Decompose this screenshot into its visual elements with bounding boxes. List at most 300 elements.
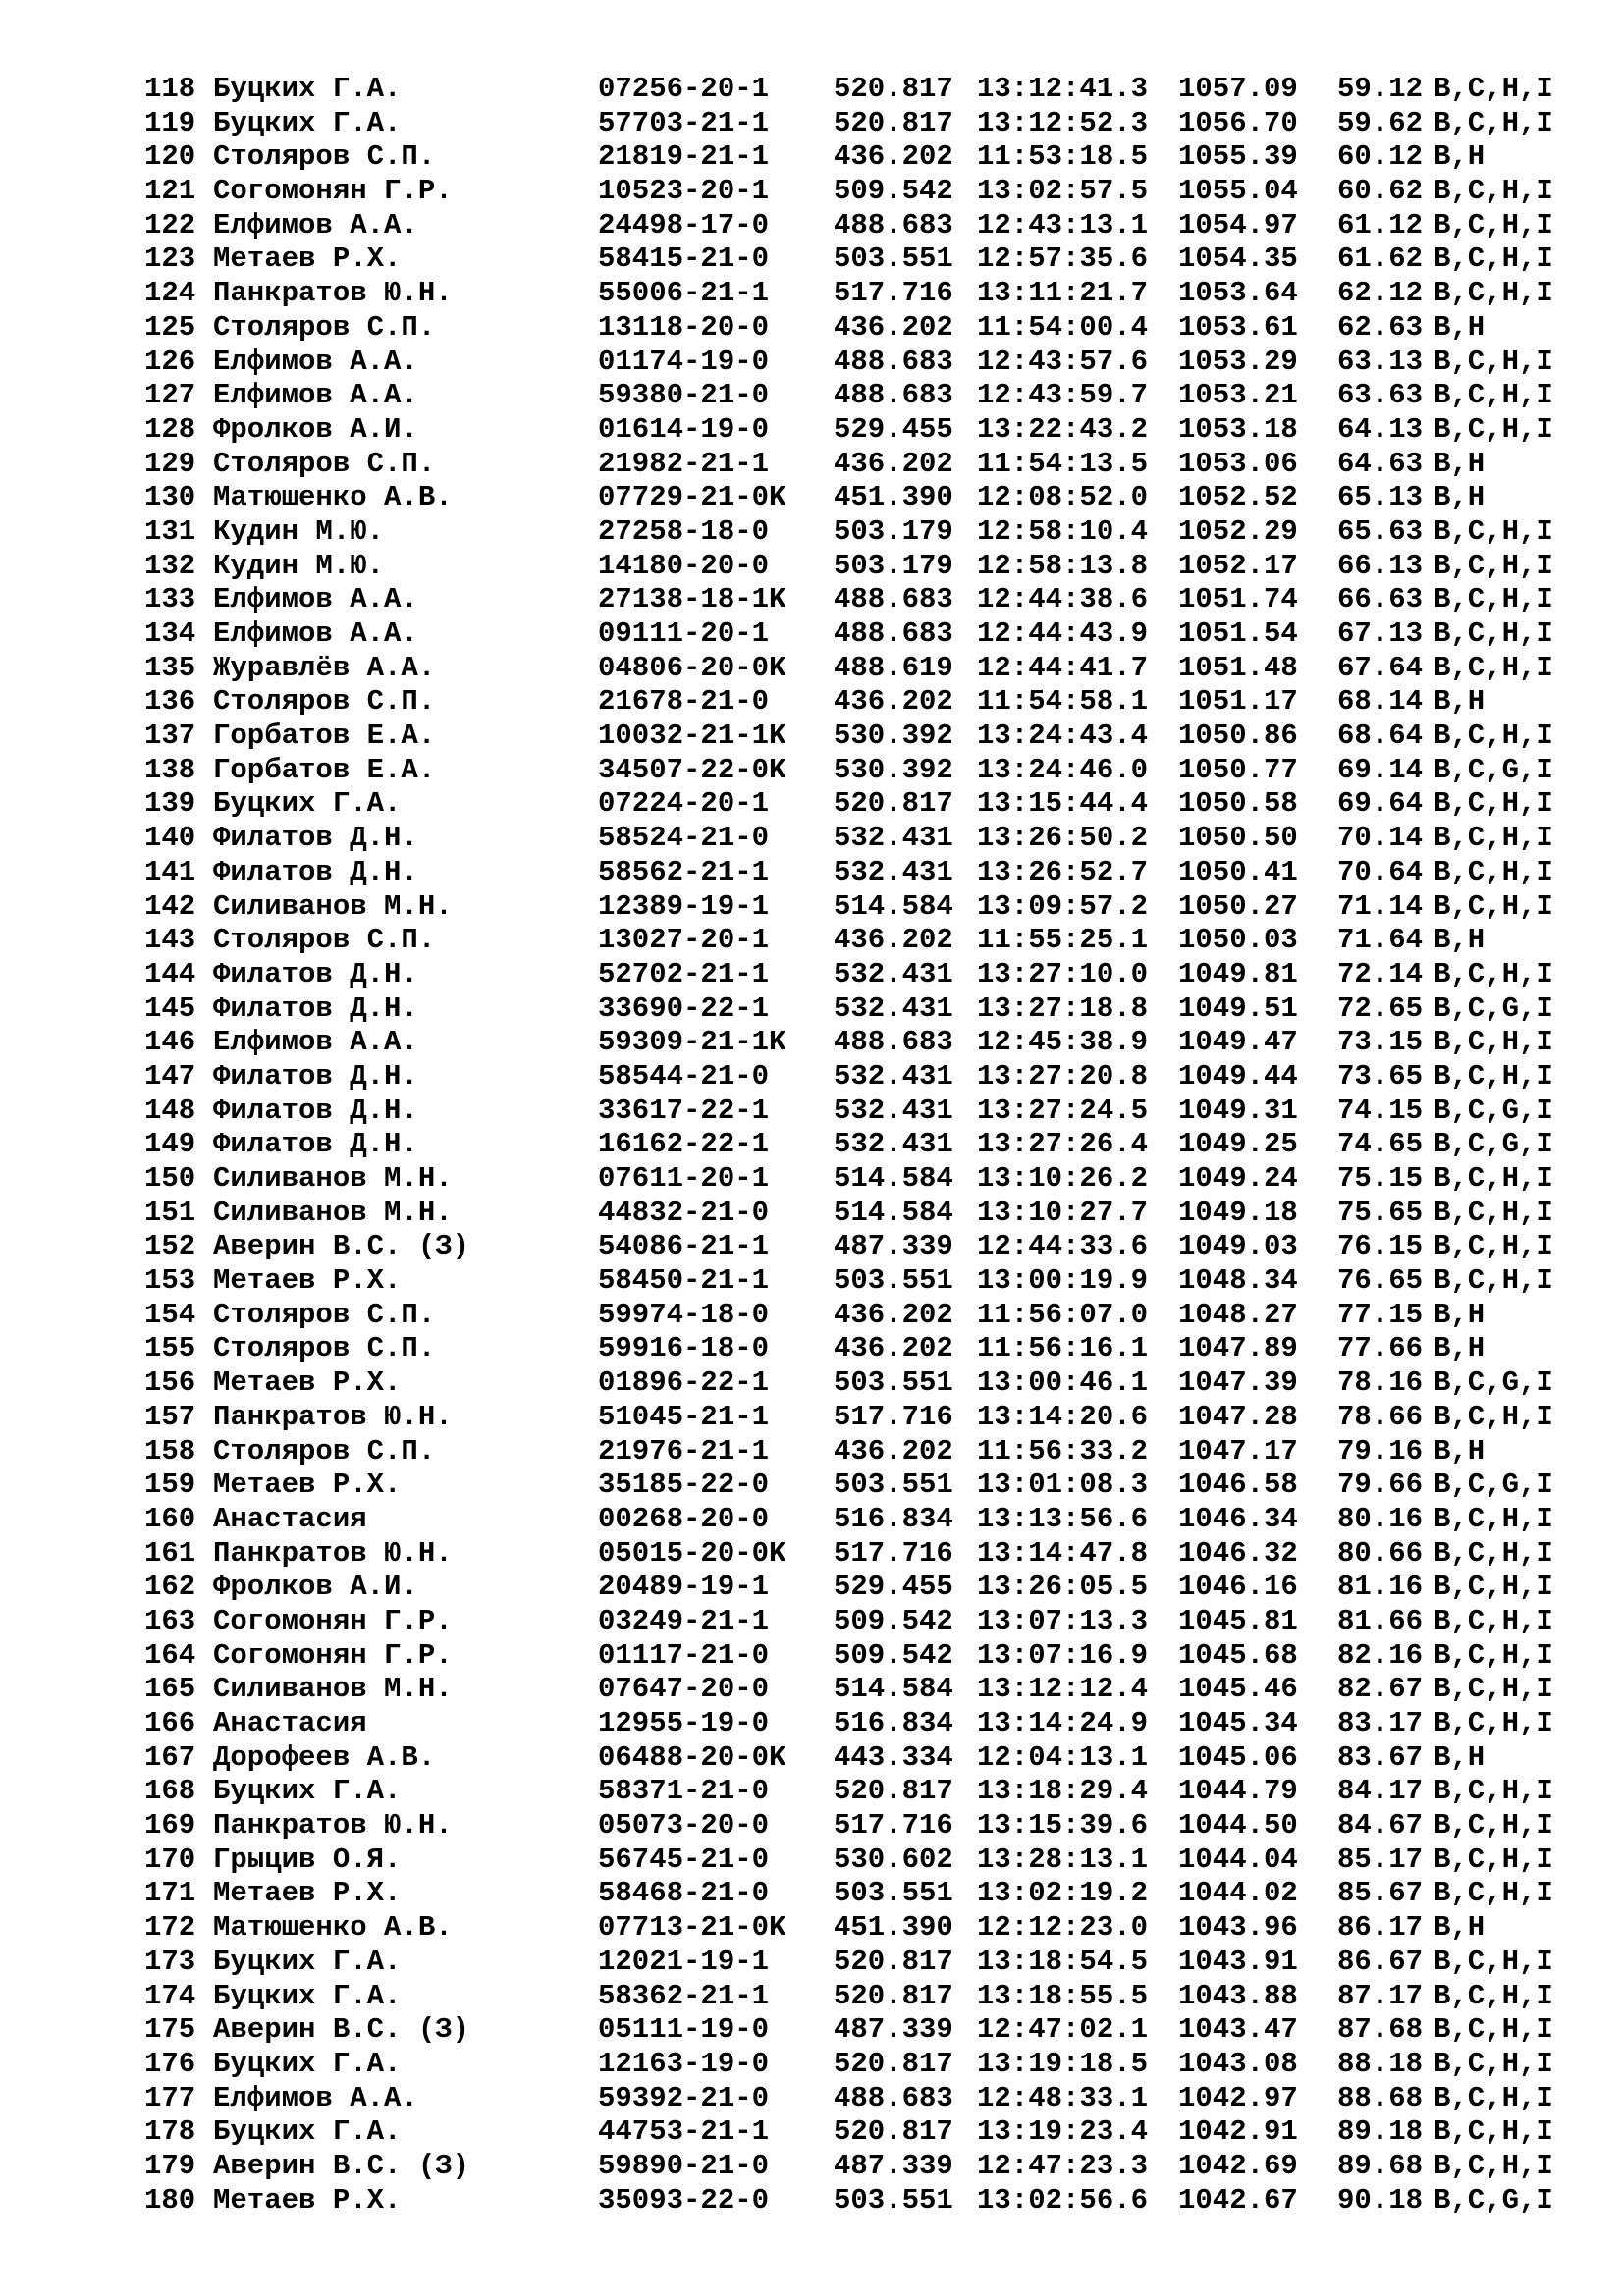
participant-name: Филатов Д.Н. [213, 957, 418, 990]
row-number: 121 [144, 175, 196, 208]
ring-id: 10032-21-1K [598, 720, 786, 753]
categories: B,C,H,I [1434, 822, 1553, 855]
ring-id: 59392-21-0 [598, 2081, 770, 2114]
ring-id: 44753-21-1 [598, 2115, 770, 2149]
ring-id: 04806-20-0K [598, 651, 786, 684]
arrival-time: 13:19:18.5 [977, 2047, 1149, 2080]
distance-km: 516.834 [834, 1502, 953, 1535]
ring-id: 58362-21-1 [598, 1979, 770, 2012]
participant-name: Панкратов Ю.Н. [213, 1400, 453, 1433]
participant-name: Аверин В.С. (З) [213, 2149, 470, 2182]
row-number: 154 [144, 1298, 196, 1331]
arrival-time: 13:18:54.5 [977, 1945, 1149, 1978]
speed-value: 1045.06 [1178, 1740, 1298, 1774]
arrival-time: 13:24:43.4 [977, 720, 1149, 753]
score-value: 81.66 [1337, 1604, 1424, 1637]
score-value: 59.12 [1337, 73, 1424, 105]
distance-km: 517.716 [834, 277, 953, 310]
arrival-time: 13:02:57.5 [977, 175, 1149, 208]
ring-id: 05073-20-0 [598, 1809, 770, 1842]
speed-value: 1047.28 [1178, 1400, 1298, 1433]
speed-value: 1047.39 [1178, 1366, 1298, 1400]
categories: B,C,H,I [1434, 1571, 1553, 1604]
categories: B,C,G,I [1434, 1468, 1553, 1502]
row-number: 177 [144, 2081, 196, 2114]
speed-value: 1044.50 [1178, 1809, 1298, 1842]
participant-name: Буцких Г.А. [213, 787, 402, 821]
speed-value: 1053.18 [1178, 412, 1298, 446]
score-value: 86.67 [1337, 1945, 1424, 1978]
participant-name: Филатов Д.Н. [213, 822, 418, 855]
score-value: 83.17 [1337, 1707, 1424, 1739]
distance-km: 520.817 [834, 2115, 953, 2149]
categories: B,H [1434, 1434, 1486, 1468]
participant-name: Столяров С.П. [213, 310, 436, 344]
distance-km: 436.202 [834, 1332, 953, 1365]
participant-name: Филатов Д.Н. [213, 991, 418, 1025]
row-number: 172 [144, 1911, 196, 1945]
row-number: 131 [144, 514, 196, 548]
distance-km: 529.455 [834, 412, 953, 446]
categories: B,C,H,I [1434, 2149, 1553, 2182]
arrival-time: 11:56:16.1 [977, 1332, 1149, 1365]
score-value: 61.62 [1337, 242, 1424, 276]
participant-name: Филатов Д.Н. [213, 1128, 418, 1161]
arrival-time: 11:56:07.0 [977, 1298, 1149, 1331]
categories: B,C,H,I [1434, 1877, 1553, 1910]
score-value: 83.67 [1337, 1740, 1424, 1774]
speed-value: 1048.34 [1178, 1264, 1298, 1298]
distance-km: 514.584 [834, 1673, 953, 1706]
score-value: 89.68 [1337, 2149, 1424, 2182]
row-number: 158 [144, 1434, 196, 1468]
categories: B,C,H,I [1434, 855, 1553, 888]
categories: B,C,H,I [1434, 1264, 1553, 1298]
arrival-time: 13:18:29.4 [977, 1775, 1149, 1808]
distance-km: 443.334 [834, 1740, 953, 1774]
ring-id: 12955-19-0 [598, 1707, 770, 1739]
score-value: 67.64 [1337, 651, 1424, 684]
row-number: 144 [144, 957, 196, 990]
ring-id: 59916-18-0 [598, 1332, 770, 1365]
arrival-time: 13:07:13.3 [977, 1604, 1149, 1637]
speed-value: 1049.44 [1178, 1059, 1298, 1093]
categories: B,C,H,I [1434, 1707, 1553, 1739]
arrival-time: 12:45:38.9 [977, 1026, 1149, 1059]
row-number: 138 [144, 753, 196, 786]
arrival-time: 11:56:33.2 [977, 1434, 1149, 1468]
score-value: 65.63 [1337, 514, 1424, 548]
arrival-time: 11:53:18.5 [977, 140, 1149, 174]
participant-name: Кудин М.Ю. [213, 514, 385, 548]
speed-value: 1042.69 [1178, 2149, 1298, 2182]
participant-name: Столяров С.П. [213, 1434, 436, 1468]
speed-value: 1043.96 [1178, 1911, 1298, 1945]
arrival-time: 12:48:33.1 [977, 2081, 1149, 2114]
speed-value: 1045.68 [1178, 1638, 1298, 1672]
participant-name: Столяров С.П. [213, 1332, 436, 1365]
score-value: 60.12 [1337, 140, 1424, 174]
row-number: 171 [144, 1877, 196, 1910]
categories: B,C,H,I [1434, 1400, 1553, 1433]
score-value: 63.63 [1337, 379, 1424, 412]
distance-km: 530.392 [834, 720, 953, 753]
row-number: 174 [144, 1979, 196, 2012]
row-number: 147 [144, 1059, 196, 1093]
arrival-time: 13:27:18.8 [977, 991, 1149, 1025]
categories: B,C,H,I [1434, 651, 1553, 684]
categories: B,C,H,I [1434, 412, 1553, 446]
row-number: 120 [144, 140, 196, 174]
ring-id: 13118-20-0 [598, 310, 770, 344]
arrival-time: 13:19:23.4 [977, 2115, 1149, 2149]
arrival-time: 12:47:02.1 [977, 2013, 1149, 2047]
categories: B,C,G,I [1434, 991, 1553, 1025]
arrival-time: 12:12:23.0 [977, 1911, 1149, 1945]
ring-id: 34507-22-0K [598, 753, 786, 786]
ring-id: 21678-21-0 [598, 685, 770, 719]
categories: B,C,H,I [1434, 1842, 1553, 1876]
row-number: 133 [144, 583, 196, 616]
arrival-time: 13:14:24.9 [977, 1707, 1149, 1739]
participant-name: Матюшенко А.В. [213, 481, 453, 514]
row-number: 155 [144, 1332, 196, 1365]
distance-km: 451.390 [834, 481, 953, 514]
row-number: 119 [144, 106, 196, 139]
distance-km: 532.431 [834, 1059, 953, 1093]
categories: B,C,H,I [1434, 1536, 1553, 1570]
score-value: 79.66 [1337, 1468, 1424, 1502]
score-value: 82.16 [1337, 1638, 1424, 1672]
arrival-time: 12:44:43.9 [977, 617, 1149, 650]
score-value: 87.17 [1337, 1979, 1424, 2012]
participant-name: Столяров С.П. [213, 1298, 436, 1331]
ring-id: 27138-18-1K [598, 583, 786, 616]
distance-km: 487.339 [834, 2149, 953, 2182]
arrival-time: 13:00:46.1 [977, 1366, 1149, 1400]
row-number: 136 [144, 685, 196, 719]
speed-value: 1049.31 [1178, 1094, 1298, 1127]
score-value: 85.67 [1337, 1877, 1424, 1910]
arrival-time: 12:04:13.1 [977, 1740, 1149, 1774]
participant-name: Буцких Г.А. [213, 1945, 402, 1978]
distance-km: 532.431 [834, 957, 953, 990]
participant-name: Буцких Г.А. [213, 2047, 402, 2080]
categories: B,C,G,I [1434, 2183, 1553, 2216]
ring-id: 27258-18-0 [598, 514, 770, 548]
ring-id: 07729-21-0K [598, 481, 786, 514]
score-value: 59.62 [1337, 106, 1424, 139]
distance-km: 520.817 [834, 2047, 953, 2080]
distance-km: 488.683 [834, 583, 953, 616]
participant-name: Метаев Р.Х. [213, 1264, 402, 1298]
ring-id: 01614-19-0 [598, 412, 770, 446]
distance-km: 436.202 [834, 140, 953, 174]
ring-id: 51045-21-1 [598, 1400, 770, 1433]
row-number: 137 [144, 720, 196, 753]
speed-value: 1042.67 [1178, 2183, 1298, 2216]
participant-name: Силиванов М.Н. [213, 889, 453, 923]
ring-id: 59380-21-0 [598, 379, 770, 412]
categories: B,C,H,I [1434, 277, 1553, 310]
speed-value: 1045.81 [1178, 1604, 1298, 1637]
speed-value: 1046.58 [1178, 1468, 1298, 1502]
row-number: 160 [144, 1502, 196, 1535]
row-number: 118 [144, 73, 196, 105]
ring-id: 05015-20-0K [598, 1536, 786, 1570]
distance-km: 488.683 [834, 1026, 953, 1059]
speed-value: 1049.51 [1178, 991, 1298, 1025]
participant-name: Буцких Г.А. [213, 2115, 402, 2149]
score-value: 74.65 [1337, 1128, 1424, 1161]
distance-km: 532.431 [834, 1094, 953, 1127]
arrival-time: 13:02:56.6 [977, 2183, 1149, 2216]
categories: B,C,H,I [1434, 345, 1553, 378]
row-number: 134 [144, 617, 196, 650]
arrival-time: 12:44:41.7 [977, 651, 1149, 684]
ring-id: 12163-19-0 [598, 2047, 770, 2080]
distance-km: 487.339 [834, 1230, 953, 1263]
ring-id: 21982-21-1 [598, 447, 770, 480]
ring-id: 57703-21-1 [598, 106, 770, 139]
participant-name: Анастасия [213, 1707, 367, 1739]
arrival-time: 13:26:05.5 [977, 1571, 1149, 1604]
speed-value: 1053.29 [1178, 345, 1298, 378]
arrival-time: 13:00:19.9 [977, 1264, 1149, 1298]
ring-id: 56745-21-0 [598, 1842, 770, 1876]
speed-value: 1043.91 [1178, 1945, 1298, 1978]
participant-name: Согомонян Г.Р. [213, 175, 453, 208]
ring-id: 03249-21-1 [598, 1604, 770, 1637]
row-number: 123 [144, 242, 196, 276]
score-value: 65.13 [1337, 481, 1424, 514]
score-value: 78.66 [1337, 1400, 1424, 1433]
categories: B,C,H,I [1434, 1502, 1553, 1535]
distance-km: 503.179 [834, 514, 953, 548]
participant-name: Панкратов Ю.Н. [213, 1536, 453, 1570]
ring-id: 16162-22-1 [598, 1128, 770, 1161]
distance-km: 488.683 [834, 379, 953, 412]
categories: B,C,G,I [1434, 1128, 1553, 1161]
categories: B,C,H,I [1434, 787, 1553, 821]
score-value: 67.13 [1337, 617, 1424, 650]
ring-id: 52702-21-1 [598, 957, 770, 990]
arrival-time: 13:02:19.2 [977, 1877, 1149, 1910]
categories: B,C,G,I [1434, 1094, 1553, 1127]
arrival-time: 13:24:46.0 [977, 753, 1149, 786]
arrival-time: 12:08:52.0 [977, 481, 1149, 514]
ring-id: 01117-21-0 [598, 1638, 770, 1672]
ring-id: 07224-20-1 [598, 787, 770, 821]
score-value: 88.18 [1337, 2047, 1424, 2080]
participant-name: Елфимов А.А. [213, 208, 418, 241]
row-number: 170 [144, 1842, 196, 1876]
row-number: 168 [144, 1775, 196, 1808]
participant-name: Горбатов Е.А. [213, 720, 436, 753]
participant-name: Столяров С.П. [213, 685, 436, 719]
score-value: 89.18 [1337, 2115, 1424, 2149]
speed-value: 1046.34 [1178, 1502, 1298, 1535]
score-value: 72.65 [1337, 991, 1424, 1025]
score-value: 60.62 [1337, 175, 1424, 208]
ring-id: 58468-21-0 [598, 1877, 770, 1910]
distance-km: 520.817 [834, 73, 953, 105]
arrival-time: 12:58:10.4 [977, 514, 1149, 548]
score-value: 80.16 [1337, 1502, 1424, 1535]
arrival-time: 13:09:57.2 [977, 889, 1149, 923]
distance-km: 436.202 [834, 310, 953, 344]
participant-name: Кудин М.Ю. [213, 549, 385, 582]
categories: B,C,H,I [1434, 1196, 1553, 1229]
score-value: 90.18 [1337, 2183, 1424, 2216]
speed-value: 1044.79 [1178, 1775, 1298, 1808]
distance-km: 436.202 [834, 447, 953, 480]
distance-km: 532.431 [834, 991, 953, 1025]
speed-value: 1056.70 [1178, 106, 1298, 139]
row-number: 130 [144, 481, 196, 514]
row-number: 162 [144, 1571, 196, 1604]
categories: B,C,G,I [1434, 753, 1553, 786]
row-number: 166 [144, 1707, 196, 1739]
arrival-time: 13:10:26.2 [977, 1162, 1149, 1195]
participant-name: Анастасия [213, 1502, 367, 1535]
row-number: 152 [144, 1230, 196, 1263]
participant-name: Буцких Г.А. [213, 1775, 402, 1808]
score-value: 76.15 [1337, 1230, 1424, 1263]
ring-id: 35093-22-0 [598, 2183, 770, 2216]
categories: B,C,H,I [1434, 73, 1553, 105]
score-value: 87.68 [1337, 2013, 1424, 2047]
participant-name: Метаев Р.Х. [213, 1468, 402, 1502]
ring-id: 14180-20-0 [598, 549, 770, 582]
speed-value: 1042.91 [1178, 2115, 1298, 2149]
participant-name: Елфимов А.А. [213, 2081, 418, 2114]
arrival-time: 13:15:44.4 [977, 787, 1149, 821]
distance-km: 509.542 [834, 1604, 953, 1637]
arrival-time: 13:13:56.6 [977, 1502, 1149, 1535]
score-value: 75.15 [1337, 1162, 1424, 1195]
speed-value: 1046.16 [1178, 1571, 1298, 1604]
participant-name: Фролков А.И. [213, 1571, 418, 1604]
ring-id: 21976-21-1 [598, 1434, 770, 1468]
participant-name: Грыцив О.Я. [213, 1842, 402, 1876]
arrival-time: 12:44:38.6 [977, 583, 1149, 616]
categories: B,H [1434, 310, 1486, 344]
row-number: 128 [144, 412, 196, 446]
ring-id: 58524-21-0 [598, 822, 770, 855]
row-number: 129 [144, 447, 196, 480]
participant-name: Филатов Д.Н. [213, 1094, 418, 1127]
score-value: 74.15 [1337, 1094, 1424, 1127]
row-number: 169 [144, 1809, 196, 1842]
distance-km: 503.551 [834, 242, 953, 276]
speed-value: 1050.41 [1178, 855, 1298, 888]
speed-value: 1053.64 [1178, 277, 1298, 310]
row-number: 125 [144, 310, 196, 344]
row-number: 161 [144, 1536, 196, 1570]
participant-name: Елфимов А.А. [213, 345, 418, 378]
distance-km: 436.202 [834, 924, 953, 957]
speed-value: 1052.52 [1178, 481, 1298, 514]
row-number: 139 [144, 787, 196, 821]
ring-id: 12389-19-1 [598, 889, 770, 923]
ring-id: 59890-21-0 [598, 2149, 770, 2182]
score-value: 77.66 [1337, 1332, 1424, 1365]
row-number: 179 [144, 2149, 196, 2182]
speed-value: 1049.47 [1178, 1026, 1298, 1059]
score-value: 73.15 [1337, 1026, 1424, 1059]
row-number: 126 [144, 345, 196, 378]
arrival-time: 13:01:08.3 [977, 1468, 1149, 1502]
score-value: 85.17 [1337, 1842, 1424, 1876]
row-number: 173 [144, 1945, 196, 1978]
participant-name: Метаев Р.Х. [213, 2183, 402, 2216]
score-value: 78.16 [1337, 1366, 1424, 1400]
participant-name: Елфимов А.А. [213, 379, 418, 412]
speed-value: 1054.35 [1178, 242, 1298, 276]
categories: B,C,G,I [1434, 1366, 1553, 1400]
speed-value: 1045.46 [1178, 1673, 1298, 1706]
participant-name: Силиванов М.Н. [213, 1196, 453, 1229]
arrival-time: 12:47:23.3 [977, 2149, 1149, 2182]
categories: B,C,H,I [1434, 583, 1553, 616]
categories: B,C,H,I [1434, 175, 1553, 208]
row-number: 143 [144, 924, 196, 957]
participant-name: Аверин В.С. (З) [213, 1230, 470, 1263]
speed-value: 1051.54 [1178, 617, 1298, 650]
ring-id: 05111-19-0 [598, 2013, 770, 2047]
score-value: 81.16 [1337, 1571, 1424, 1604]
arrival-time: 13:14:47.8 [977, 1536, 1149, 1570]
arrival-time: 13:14:20.6 [977, 1400, 1149, 1433]
speed-value: 1050.86 [1178, 720, 1298, 753]
score-value: 68.14 [1337, 685, 1424, 719]
speed-value: 1043.88 [1178, 1979, 1298, 2012]
participant-name: Столяров С.П. [213, 447, 436, 480]
categories: B,C,H,I [1434, 889, 1553, 923]
ring-id: 07713-21-0K [598, 1911, 786, 1945]
ring-id: 58450-21-1 [598, 1264, 770, 1298]
ring-id: 54086-21-1 [598, 1230, 770, 1263]
distance-km: 488.619 [834, 651, 953, 684]
ring-id: 10523-20-1 [598, 175, 770, 208]
categories: B,C,H,I [1434, 1604, 1553, 1637]
row-number: 153 [144, 1264, 196, 1298]
speed-value: 1055.04 [1178, 175, 1298, 208]
distance-km: 503.551 [834, 1877, 953, 1910]
ring-id: 59309-21-1K [598, 1026, 786, 1059]
ring-id: 20489-19-1 [598, 1571, 770, 1604]
score-value: 71.64 [1337, 924, 1424, 957]
distance-km: 488.683 [834, 208, 953, 241]
ring-id: 35185-22-0 [598, 1468, 770, 1502]
arrival-time: 13:27:10.0 [977, 957, 1149, 990]
participant-name: Согомонян Г.Р. [213, 1604, 453, 1637]
categories: B,C,H,I [1434, 1945, 1553, 1978]
distance-km: 532.431 [834, 822, 953, 855]
speed-value: 1042.97 [1178, 2081, 1298, 2114]
speed-value: 1047.17 [1178, 1434, 1298, 1468]
arrival-time: 13:28:13.1 [977, 1842, 1149, 1876]
row-number: 176 [144, 2047, 196, 2080]
arrival-time: 13:12:52.3 [977, 106, 1149, 139]
distance-km: 487.339 [834, 2013, 953, 2047]
speed-value: 1053.21 [1178, 379, 1298, 412]
row-number: 127 [144, 379, 196, 412]
row-number: 151 [144, 1196, 196, 1229]
speed-value: 1044.02 [1178, 1877, 1298, 1910]
score-value: 71.14 [1337, 889, 1424, 923]
